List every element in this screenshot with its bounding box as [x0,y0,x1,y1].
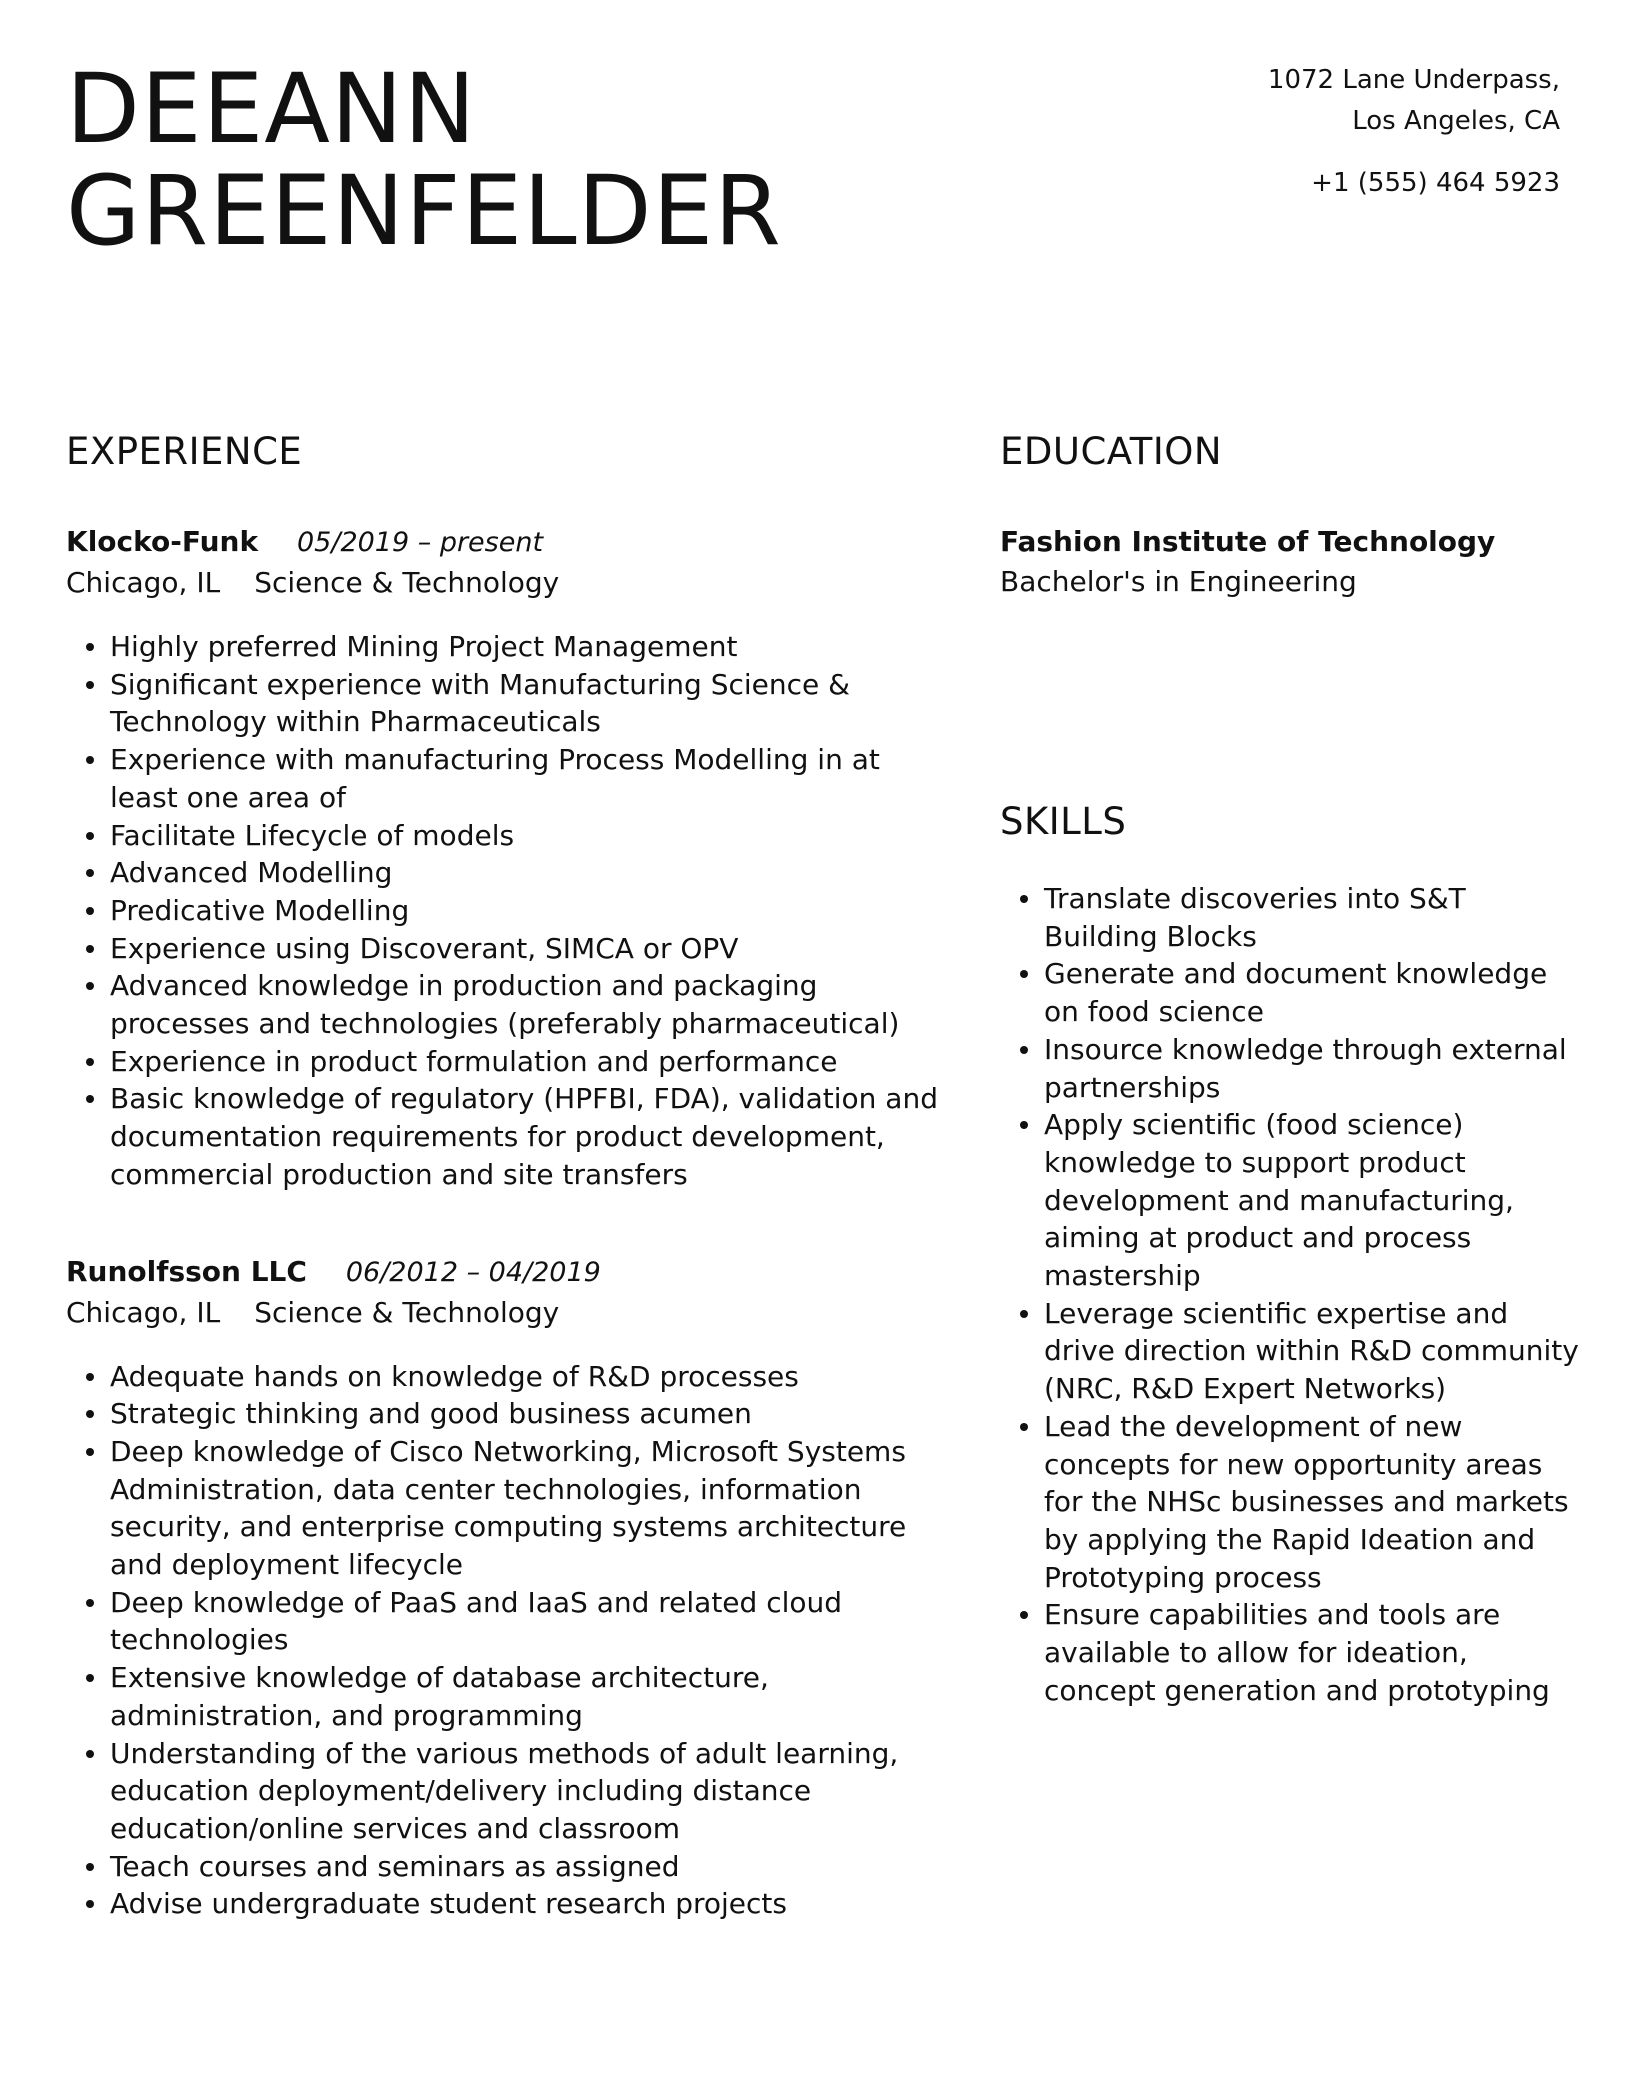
address-line-1: 1072 Lane Underpass, [1267,65,1560,95]
skill-item: Ensure capabilities and tools are available to allow for ideation, concept generation and prototyping [1044,1596,1580,1709]
job-location: Chicago, IL [66,566,221,599]
skills-section [1000,798,1580,1709]
bullet-item: Significant experience with Manufacturing Science & Technology within Pharmaceuticals [110,666,946,741]
bullet-item: Predicative Modelling [110,892,946,930]
bullet-item: Adequate hands on knowledge of R&D processes [110,1358,946,1396]
job-bullets [66,1358,946,1924]
job-header [66,1252,946,1293]
bullet-item: Extensive knowledge of database architecture, administration, and programming [110,1659,946,1734]
address-line-2: Los Angeles, CA [1352,106,1560,136]
degree: Bachelor's in Engineering [1000,565,1357,598]
bullet-item: Strategic thinking and good business acumen [110,1395,946,1433]
company-name: Runolfsson LLC [66,1254,307,1288]
job-header [66,522,946,563]
skill-item: Lead the development of new concepts for new opportunity areas for the NHSc businesses and markets by applying the Rapid Ideation and Prototyping process [1044,1408,1580,1597]
job-entry [66,1252,946,1924]
phone-number: +1 (555) 464 5923 [1311,168,1560,198]
job-location: Chicago, IL [66,1295,221,1329]
skills-list [1000,880,1580,1709]
education-heading: EDUCATION [1000,430,1223,473]
bullet-item: Facilitate Lifecycle of models [110,817,946,855]
bullet-item: Experience in product formulation and performance [110,1043,946,1081]
first-name: DEEANN [66,53,477,165]
bullet-item: Advise undergraduate student research projects [110,1885,946,1923]
job-meta [66,1293,946,1333]
job-meta [66,563,946,603]
bullet-item: Advanced knowledge in production and packaging processes and technologies (preferably pharmaceutical) [110,967,946,1042]
job-dates: 05/2019 – present [296,527,544,558]
last-name: GREENFELDER [66,155,782,267]
skill-item: Generate and document knowledge on food science [1044,955,1580,1030]
bullet-item: Experience using Discoverant, SIMCA or OPV [110,930,946,968]
bullet-item: Understanding of the various methods of adult learning, education deployment/delivery including distance education/online services and classroom [110,1735,946,1848]
education-section [1000,428,1580,602]
bullet-item: Highly preferred Mining Project Management [110,628,946,666]
company-name: Klocko-Funk [66,525,259,558]
experience-section [66,428,946,1923]
school-name: Fashion Institute of Technology [1000,525,1496,558]
bullet-item: Basic knowledge of regulatory (HPFBI, FDA), validation and documentation requirements for product development, commercial production and site transfers [110,1080,946,1193]
job-industry: Science & Technology [254,1295,560,1329]
job-industry: Science & Technology [254,566,560,599]
skills-heading: SKILLS [1000,800,1127,843]
job-entry [66,522,946,1194]
skill-item: Apply scientific (food science) knowledge to support product development and manufacturing, aiming at product and process mastership [1044,1106,1580,1295]
job-bullets [66,628,946,1194]
bullet-item: Experience with manufacturing Process Modelling in at least one area of [110,741,946,816]
contact-info [1268,60,1560,204]
skill-item: Translate discoveries into S&T Building Blocks [1044,880,1580,955]
job-dates: 06/2012 – 04/2019 [345,1256,601,1288]
bullet-item: Advanced Modelling [110,854,946,892]
bullet-item: Deep knowledge of Cisco Networking, Microsoft Systems Administration, data center technologies, information security, and enterprise computing systems architecture and deployment lifecycle [110,1433,946,1584]
skill-item: Leverage scientific expertise and drive direction within R&D community (NRC, R&D Expert Networks) [1044,1295,1580,1408]
skill-item: Insource knowledge through external partnerships [1044,1031,1580,1106]
experience-heading: EXPERIENCE [66,430,303,473]
bullet-item: Teach courses and seminars as assigned [110,1848,946,1886]
candidate-name [66,53,782,267]
bullet-item: Deep knowledge of PaaS and IaaS and related cloud technologies [110,1584,946,1659]
